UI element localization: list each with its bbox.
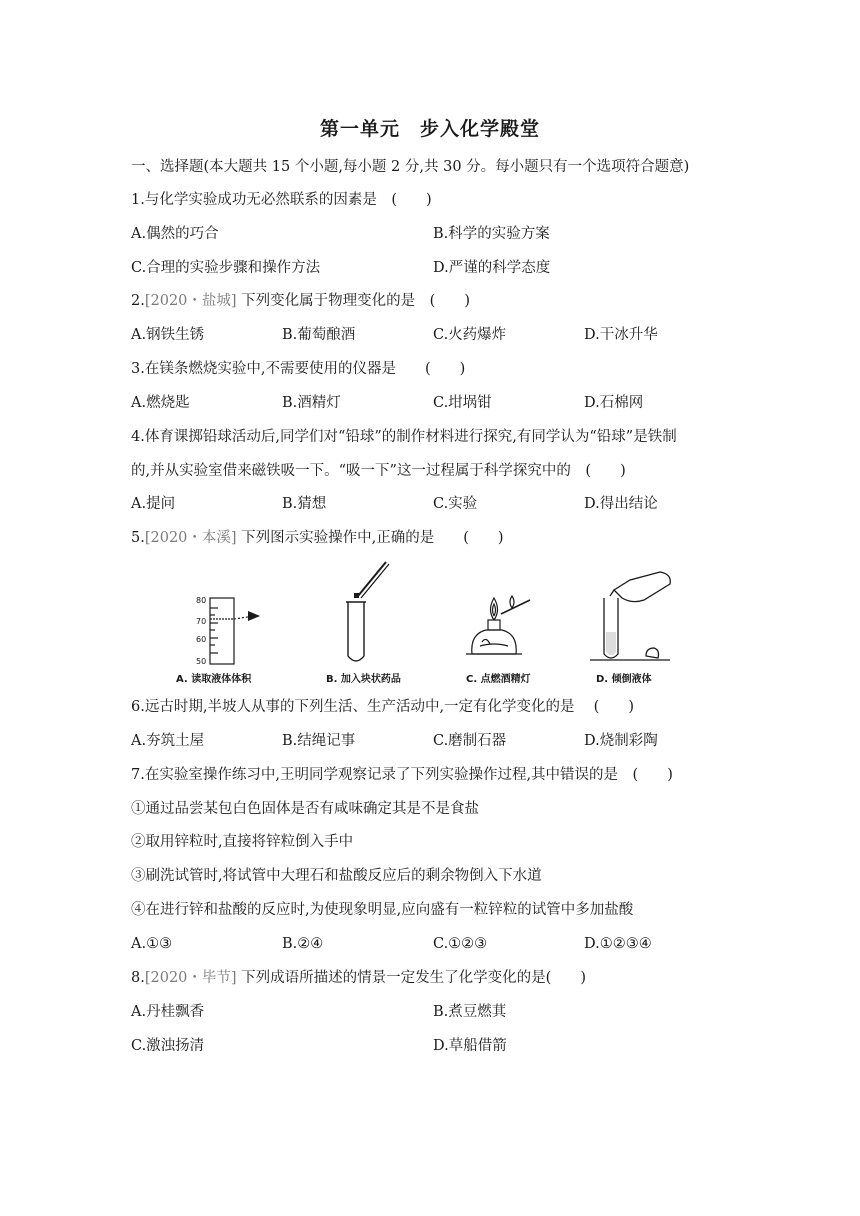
q8-option-c: C.激浊扬清 [131, 1038, 205, 1054]
section-header: 一、选择题(本大题共 15 个小题,每小题 2 分,共 30 分。每小题只有一个选项符合题意) [131, 159, 690, 175]
q6-stem: 6.远古时期,半坡人从事的下列生活、生产活动中,一定有化学变化的是 ( ) [131, 699, 634, 715]
q4-stem-line1: 4.体育课掷铅球活动后,同学们对“铅球”的制作材料进行探究,有同学认为“铅球”是铁制 [131, 429, 677, 445]
q5-text: 下列图示实验操作中,正确的是 ( ) [236, 530, 504, 546]
fig-caption-c: C. 点燃酒精灯 [466, 674, 531, 685]
q8-stem [131, 968, 586, 988]
q2-option-c: C.火药爆炸 [433, 327, 507, 343]
q5-stem [131, 528, 504, 548]
pouring-bottle-icon [590, 572, 670, 660]
fig-caption-b: B. 加入块状药品 [326, 674, 401, 685]
q6-option-a: A.夯筑土屋 [131, 733, 205, 749]
tick-label: 50 [196, 657, 207, 666]
q4-option-c: C.实验 [433, 496, 478, 512]
q8-source: [2020・毕节] [144, 970, 237, 986]
q8-option-a: A.丹桂飘香 [131, 1004, 205, 1020]
q7-item-2: ②取用锌粒时,直接将锌粒倒入手中 [131, 834, 354, 850]
q1-option-b: B.科学的实验方案 [433, 226, 550, 242]
q2-option-a: A.钢铁生锈 [131, 327, 205, 343]
q7-item-4: ④在进行锌和盐酸的反应时,为使现象明显,应向盛有一粒锌粒的试管中多加盐酸 [131, 902, 634, 918]
q2-source: [2020・盐城] [144, 293, 237, 309]
q7-item-1: ①通过品尝某包白色固体是否有咸味确定其是不是食盐 [131, 801, 479, 817]
q3-option-b: B.酒精灯 [282, 395, 341, 411]
q4-option-a: A.提问 [131, 496, 176, 512]
q6-option-d: D.烧制彩陶 [584, 733, 658, 749]
page-title: 第一单元 步入化学殿堂 [319, 118, 540, 140]
test-tube-icon [346, 562, 389, 661]
tick-label: 60 [196, 635, 207, 644]
q7-option-d: D.①②③④ [584, 936, 652, 952]
q1-option-a: A.偶然的巧合 [131, 226, 219, 242]
q2-number: 2. [131, 293, 145, 309]
q6-option-c: C.磨制石器 [433, 733, 507, 749]
q5-source: [2020・本溪] [144, 530, 237, 546]
q7-option-c: C.①②③ [433, 936, 488, 952]
q3-option-d: D.石棉网 [584, 395, 644, 411]
q1-option-c: C.合理的实验步骤和操作方法 [131, 260, 321, 276]
alcohol-lamp-icon [466, 596, 530, 654]
q2-option-b: B.葡萄酿酒 [282, 327, 356, 343]
q7-stem: 7.在实验室操作练习中,王明同学观察记录了下列实验操作过程,其中错误的是 ( ) [131, 767, 673, 783]
q4-option-b: B.猜想 [282, 496, 327, 512]
q7-option-a: A.①③ [131, 936, 173, 952]
q5-figure [170, 556, 690, 690]
q4-option-d: D.得出结论 [584, 496, 658, 512]
tick-label: 80 [196, 596, 207, 605]
fig-caption-d: D. 倾倒液体 [596, 674, 652, 685]
q3-option-a: A.燃烧匙 [131, 395, 190, 411]
q2-text: 下列变化属于物理变化的是 ( ) [236, 293, 470, 309]
q8-option-d: D.草船借箭 [433, 1038, 507, 1054]
q7-option-b: B.②④ [282, 936, 324, 952]
q8-number: 8. [131, 970, 145, 986]
q8-text: 下列成语所描述的情景一定发生了化学变化的是( ) [236, 970, 586, 986]
q6-option-b: B.结绳记事 [282, 733, 356, 749]
q5-number: 5. [131, 530, 145, 546]
graduated-cylinder-icon [210, 598, 260, 664]
tick-label: 70 [196, 617, 207, 626]
q8-option-b: B.煮豆燃萁 [433, 1004, 507, 1020]
q2-stem [131, 291, 470, 311]
q3-stem: 3.在镁条燃烧实验中,不需要使用的仪器是 ( ) [131, 361, 466, 377]
q4-stem-line2: 的,并从实验室借来磁铁吸一下。“吸一下”这一过程属于科学探究中的 ( ) [131, 463, 626, 479]
q1-stem: 1.与化学实验成功无必然联系的因素是 ( ) [131, 192, 432, 208]
q7-item-3: ③刷洗试管时,将试管中大理石和盐酸反应后的剩余物倒入下水道 [131, 868, 542, 884]
fig-caption-a: A. 读取液体体积 [176, 674, 252, 685]
q1-option-d: D.严谨的科学态度 [433, 260, 551, 276]
q2-option-d: D.干冰升华 [584, 327, 658, 343]
q3-option-c: C.坩埚钳 [433, 395, 492, 411]
